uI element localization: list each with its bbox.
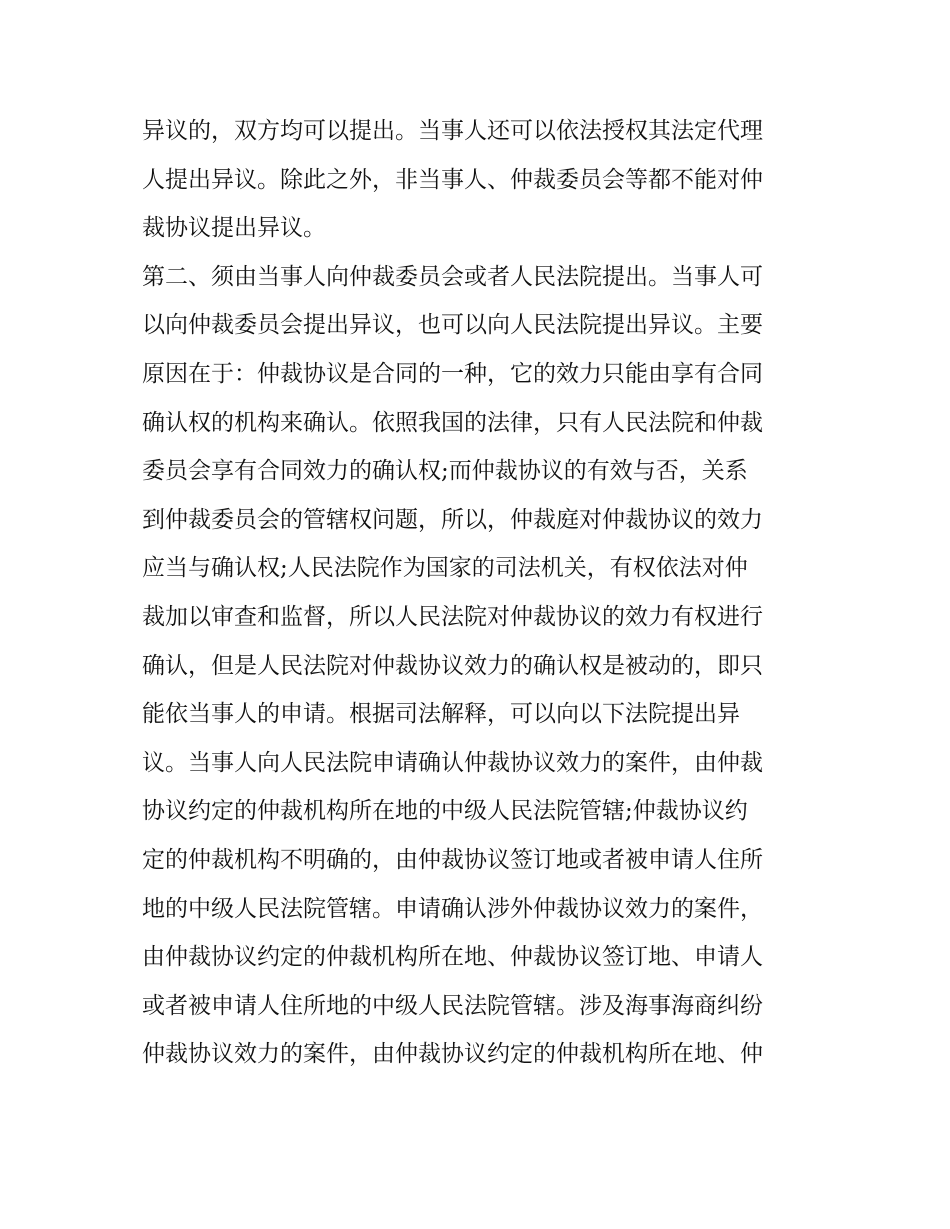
text-line: 异议的，双方均可以提出。当事人还可以依法授权其法定代理 [142, 118, 763, 144]
text-line: 人提出异议。除此之外，非当事人、仲裁委员会等都不能对仲 [142, 166, 763, 193]
text-line: 定的仲裁机构不明确的，由仲裁协议签订地或者被申请人住所 [142, 846, 763, 873]
text-line: 仲裁协议效力的案件，由仲裁协议约定的仲裁机构所在地、仲 [142, 1041, 763, 1068]
text-line: 到仲裁委员会的管辖权问题，所以，仲裁庭对仲裁协议的效力 [142, 506, 763, 533]
text-line: 或者被申请人住所地的中级人民法院管辖。涉及海事海商纠纷 [142, 992, 763, 1019]
text-line: 第二、须由当事人向仲裁委员会或者人民法院提出。当事人可 [142, 263, 763, 290]
text-line: 委员会享有合同效力的确认权;而仲裁协议的有效与否，关系 [142, 458, 748, 485]
text-line: 裁加以审查和监督，所以人民法院对仲裁协议的效力有权进行 [142, 603, 763, 630]
text-line: 协议约定的仲裁机构所在地的中级人民法院管辖;仲裁协议约 [142, 798, 748, 825]
text-line: 确认，但是人民法院对仲裁协议效力的确认权是被动的，即只 [142, 652, 763, 679]
text-line: 议。当事人向人民法院申请确认仲裁协议效力的案件，由仲裁 [142, 749, 763, 776]
text-line: 地的中级人民法院管辖。申请确认涉外仲裁协议效力的案件， [142, 895, 763, 922]
text-line: 原因在于：仲裁协议是合同的一种，它的效力只能由享有合同 [142, 360, 763, 387]
text-line: 确认权的机构来确认。依照我国的法律，只有人民法院和仲裁 [142, 409, 763, 436]
text-line: 以向仲裁委员会提出异议，也可以向人民法院提出异议。主要 [142, 312, 763, 339]
text-line: 裁协议提出异议。 [142, 215, 326, 242]
text-line: 应当与确认权;人民法院作为国家的司法机关，有权依法对仲 [142, 555, 748, 582]
text-line: 由仲裁协议约定的仲裁机构所在地、仲裁协议签订地、申请人 [142, 944, 763, 971]
body-text [142, 107, 822, 1079]
text-line: 能依当事人的申请。根据司法解释，可以向以下法院提出异 [142, 701, 740, 728]
